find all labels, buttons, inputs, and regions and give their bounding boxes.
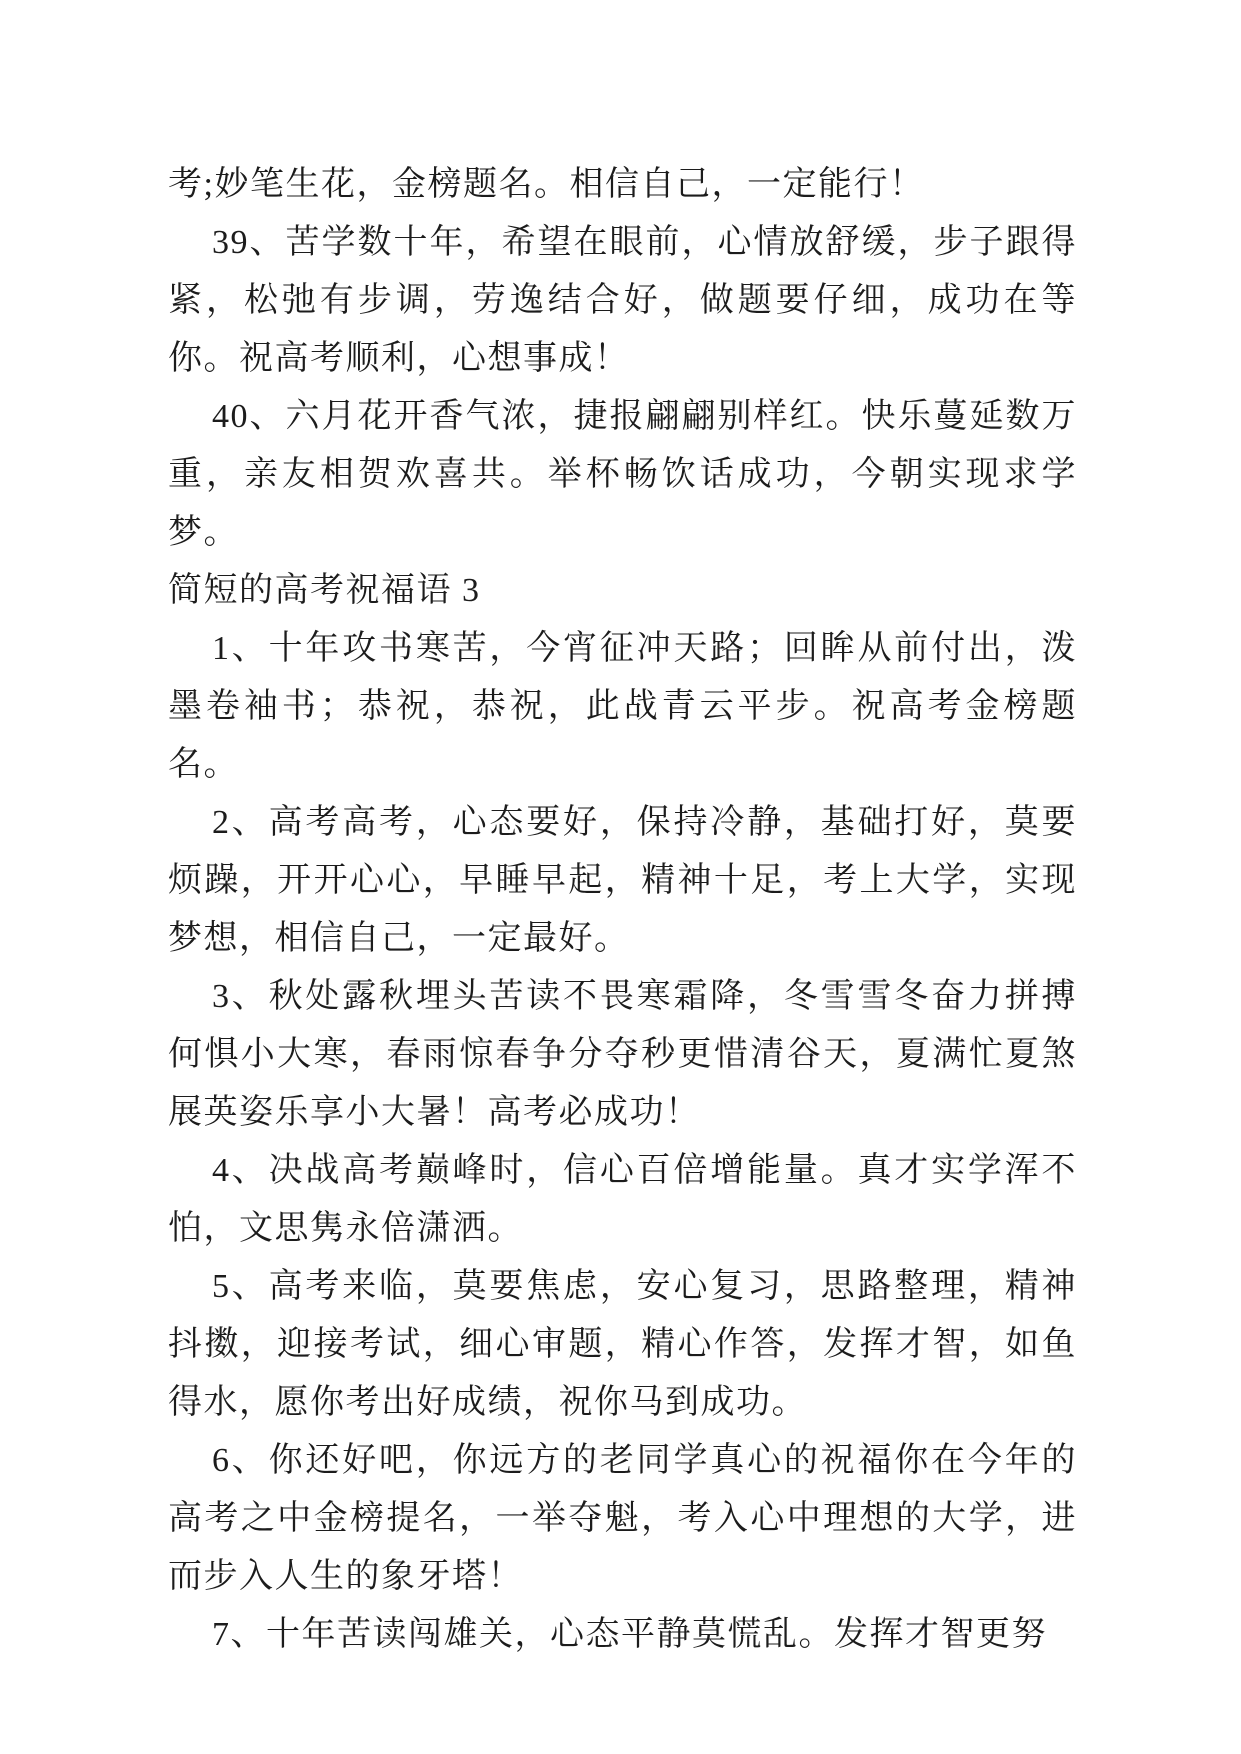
paragraph-item-40: 40、六月花开香气浓，捷报翩翩别样红。快乐蔓延数万重，亲友相贺欢喜共。举杯畅饮话成功，今朝实现求学梦。 xyxy=(168,398,1077,551)
paragraph-item-5: 5、高考来临，莫要焦虑，安心复习，思路整理，精神抖擞，迎接考试，细心审题，精心作答，发挥才智，如鱼得水，愿你考出好成绩，祝你马到成功。 xyxy=(168,1268,1077,1421)
paragraph-item-1: 1、十年攻书寒苦，今宵征冲天路；回眸从前付出，泼墨卷袖书；恭祝，恭祝，此战青云平步。祝高考金榜题名。 xyxy=(168,630,1077,783)
paragraph-item-2: 2、高考高考，心态要好，保持冷静，基础打好，莫要烦躁，开开心心，早睡早起，精神十足，考上大学，实现梦想，相信自己，一定最好。 xyxy=(168,804,1077,957)
paragraph-item-7: 7、十年苦读闯雄关，心态平静莫慌乱。发挥才智更努 xyxy=(212,1616,1047,1653)
section-heading: 简短的高考祝福语 3 xyxy=(168,572,481,609)
paragraph-item-3: 3、秋处露秋埋头苦读不畏寒霜降，冬雪雪冬奋力拼搏何惧小大寒，春雨惊春争分夺秒更惜清谷天，夏满忙夏煞展英姿乐享小大暑！高考必成功！ xyxy=(168,978,1077,1131)
paragraph-continuation: 考;妙笔生花，金榜题名。相信自己，一定能行！ xyxy=(168,166,925,203)
paragraph-item-39: 39、苦学数十年，希望在眼前，心情放舒缓，步子跟得紧，松弛有步调，劳逸结合好，做题要仔细，成功在等你。祝高考顺利，心想事成！ xyxy=(168,224,1077,377)
paragraph-item-6: 6、你还好吧，你远方的老同学真心的祝福你在今年的高考之中金榜提名，一举夺魁，考入心中理想的大学，进而步入人生的象牙塔！ xyxy=(168,1442,1077,1595)
paragraph-item-4: 4、决战高考巅峰时，信心百倍增能量。真才实学浑不怕，文思隽永倍潇洒。 xyxy=(168,1152,1077,1247)
